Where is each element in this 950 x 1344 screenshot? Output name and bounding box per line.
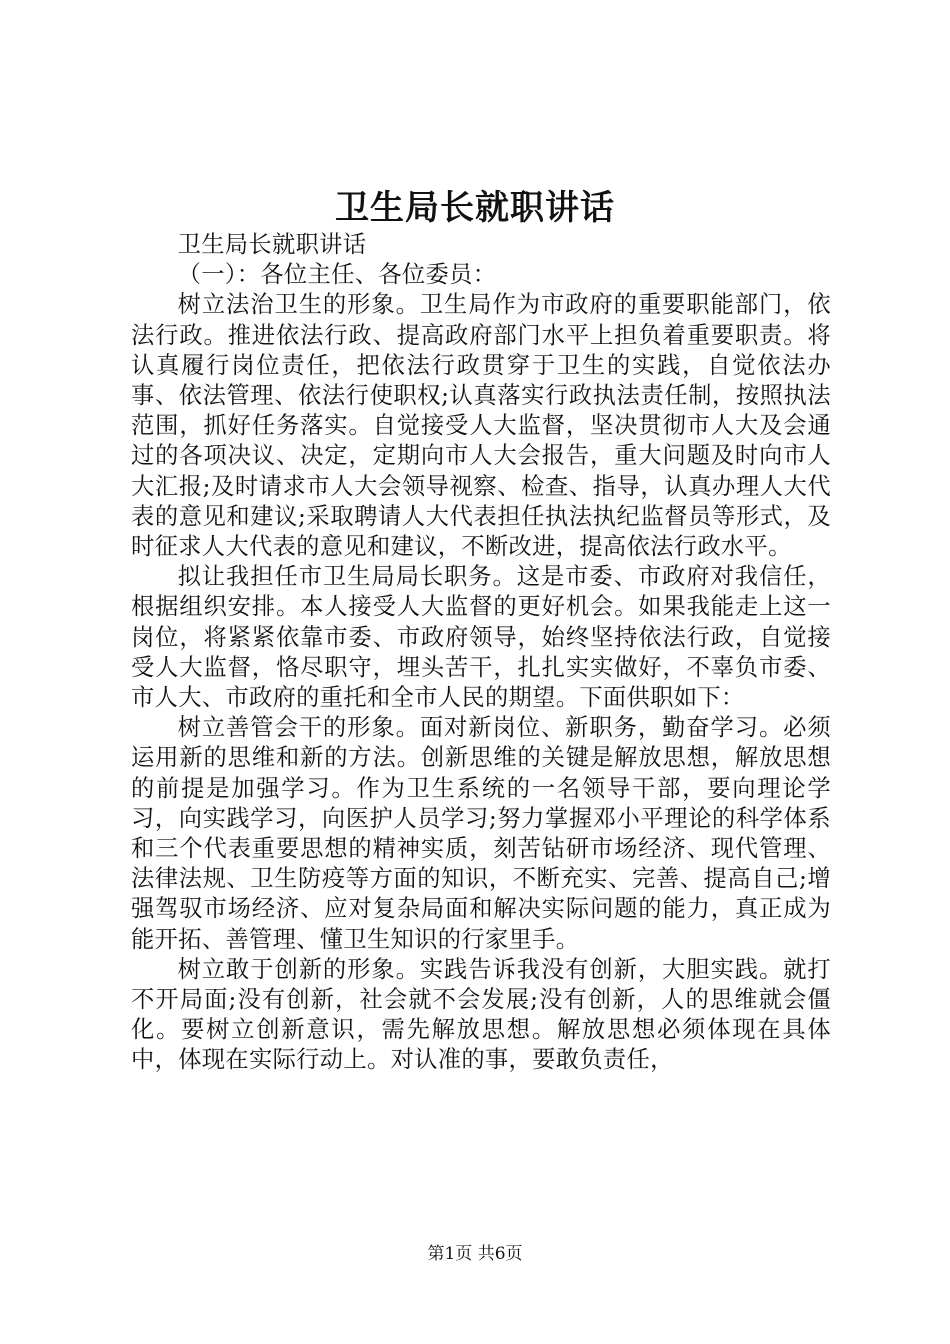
page-number-footer: 第1页 共6页 [427,1244,523,1264]
body-paragraph-2: 拟让我担任市卫生局局长职务。这是市委、市政府对我信任，根据组织安排。本人接受人大监督的更好机会。如果我能走上这一岗位，将紧紧依靠市委、市政府领导，始终坚持依法行政，自觉接受人大监督，恪尽职守，埋头苦干，扎扎实实做好，不辜负市委、市人大、市政府的重托和全市人民的期望。下面供职如下： [131,563,831,712]
body-paragraph-4: 树立敢于创新的形象。实践告诉我没有创新，大胆实践。就打不开局面;没有创新，社会就不会发展;没有创新，人的思维就会僵化。要树立创新意识，需先解放思想。解放思想必须体现在具体中，体现在实际行动上。对认准的事，要敢负责任， [131,955,831,1074]
document-title: 卫生局长就职讲话 [335,188,615,228]
body-paragraph-1: 树立法治卫生的形象。卫生局作为市政府的重要职能部门，依法行政。推进依法行政、提高政府部门水平上担负着重要职责。将认真履行岗位责任，把依法行政贯穿于卫生的实践，自觉依法办事、依法管理、依法行使职权;认真落实行政执法责任制，按照执法范围，抓好任务落实。自觉接受人大监督，坚决贯彻市人大及会通过的各项决议、决定，定期向市人大会报告，重大问题及时向市人大汇报;及时请求市人大会领导视察、检查、指导，认真办理人大代表的意见和建议;采取聘请人大代表担任执法执纪监督员等形式，及时征求人大代表的意见和建议，不断改进，提高依法行政水平。 [131,291,831,561]
body-paragraph-3: 树立善管会干的形象。面对新岗位、新职务，勤奋学习。必须运用新的思维和新的方法。创新思维的关键是解放思想，解放思想的前提是加强学习。作为卫生系统的一名领导干部，要向理论学习，向实践学习，向医护人员学习;努力掌握邓小平理论的科学体系和三个代表重要思想的精神实质，刻苦钻研市场经济、现代管理、法律法规、卫生防疫等方面的知识，不断充实、完善、提高自己;增强驾驭市场经济、应对复杂局面和解决实际问题的能力，真正成为能开拓、善管理、懂卫生知识的行家里手。 [131,714,831,953]
document-body [131,230,831,1076]
body-paragraph-salutation: （一）：各位主任、各位委员： [177,261,497,289]
body-paragraph-subtitle: 卫生局长就职讲话 [177,231,367,258]
